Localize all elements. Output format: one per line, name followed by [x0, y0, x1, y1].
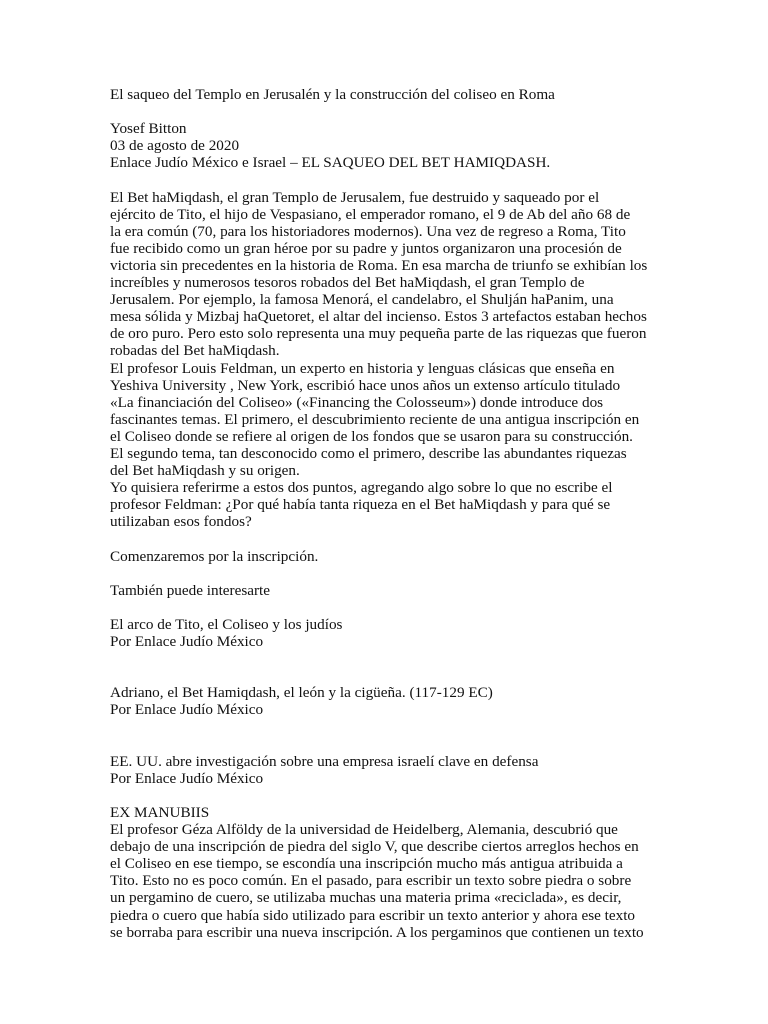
related-article-byline: Por Enlace Judío México — [110, 769, 264, 787]
spacer — [110, 565, 660, 582]
text-line: utilizaban esos fondos? — [110, 513, 252, 531]
spacer — [110, 103, 660, 120]
intro-line: Comenzaremos por la inscripción. — [110, 547, 319, 565]
spacer — [110, 530, 660, 547]
paragraph-3 — [110, 479, 660, 530]
paragraph-2 — [110, 360, 660, 480]
related-article-byline: Por Enlace Judío México — [110, 701, 264, 719]
text-line: «La financiación del Coliseo» («Financing the Colosseum») donde introduce dos — [110, 393, 604, 411]
text-line: Tito. Esto no es poco común. En el pasado, para escribir un texto sobre piedra o sobre — [110, 872, 632, 890]
related-article-2[interactable] — [110, 684, 660, 718]
text-line: se borraba para escribir una nueva inscripción. A los pergaminos que contienen un texto — [110, 923, 644, 941]
text-line: ejército de Tito, el hijo de Vespasiano, el emperador romano, el 9 de Ab del año 68 de — [110, 205, 631, 223]
text-line: fue recibido como un gran héroe por su padre y juntos organizaron una procesión de — [110, 239, 622, 257]
text-line: El profesor Géza Alföldy de la universidad de Heidelberg, Alemania, descubrió que — [110, 821, 618, 839]
text-line: el Coliseo en ese tiempo, se escondía una inscripción mucho más antigua atribuida a — [110, 855, 623, 873]
text-line: de oro puro. Pero esto solo representa una muy pequeña parte de las riquezas que fueron — [110, 325, 647, 343]
paragraph-4 — [110, 821, 660, 941]
document-page — [110, 86, 660, 941]
text-line: del Bet haMiqdash y su origen. — [110, 462, 300, 480]
text-line: debajo de una inscripción de piedra del siglo V, que describe ciertos arreglos hechos en — [110, 838, 639, 856]
related-article-1[interactable] — [110, 616, 660, 650]
related-article-title[interactable]: El arco de Tito, el Coliseo y los judíos — [110, 615, 343, 633]
publish-date: 03 de agosto de 2020 — [110, 137, 240, 155]
text-line: Yeshiva University , New York, escribió hace unos años un extenso artículo titulado — [110, 376, 621, 394]
text-line: mesa sólida y Mizbaj haQuetoret, el altar del incienso. Estos 3 artefactos estaban hechos — [110, 308, 647, 326]
also-interesting-label: También puede interesarte — [110, 581, 271, 599]
spacer — [110, 718, 660, 752]
text-line: piedra o cuero que había sido utilizado para escribir un texto anterior y ahora ese texto — [110, 906, 636, 924]
text-line: Yo quisiera referirme a estos dos puntos, agregando algo sobre lo que no escribe el — [110, 479, 613, 497]
text-line: robadas del Bet haMiqdash. — [110, 342, 280, 360]
related-article-title[interactable]: Adriano, el Bet Hamiqdash, el león y la cigüeña. (117-129 EC) — [110, 684, 493, 702]
text-line: El segundo tema, tan desconocido como el primero, describe las abundantes riquezas — [110, 444, 627, 462]
section-heading: EX MANUBIIS — [110, 803, 210, 821]
author-name: Yosef Bitton — [110, 120, 187, 138]
text-line: un pergamino de cuero, se utilizaba muchas una materia prima «reciclada», es decir, — [110, 889, 622, 907]
related-article-3[interactable] — [110, 753, 660, 787]
article-meta — [110, 120, 660, 171]
document-title: El saqueo del Templo en Jerusalén y la construcción del coliseo en Roma — [110, 86, 555, 103]
text-line: el Coliseo donde se refiere al origen de los fondos que se usaron para su construcción. — [110, 427, 633, 445]
paragraph-1 — [110, 189, 660, 360]
text-line: victoria sin precedentes en la historia de Roma. En esa marcha de triunfo se exhibían los — [110, 256, 648, 274]
related-article-byline: Por Enlace Judío México — [110, 633, 264, 650]
text-line: El Bet haMiqdash, el gran Templo de Jerusalem, fue destruido y saqueado por el — [110, 188, 600, 206]
related-article-title[interactable]: EE. UU. abre investigación sobre una empresa israelí clave en defensa — [110, 752, 539, 770]
spacer — [110, 650, 660, 684]
spacer — [110, 787, 660, 804]
text-line: fascinantes temas. El primero, el descubrimiento reciente de una antigua inscripción en — [110, 410, 640, 428]
text-line: increíbles y numerosos tesoros robados del Bet haMiqdash, el gran Templo de — [110, 274, 585, 292]
spacer — [110, 599, 660, 616]
source-line: Enlace Judío México e Israel – EL SAQUEO DEL BET HAMIQDASH. — [110, 154, 551, 172]
text-line: la era común (70, para los historiadores modernos). Una vez de regreso a Roma, Tito — [110, 222, 626, 240]
spacer — [110, 171, 660, 188]
text-line: Jerusalem. Por ejemplo, la famosa Menorá, el candelabro, el Shulján haPanim, una — [110, 291, 614, 309]
text-line: profesor Feldman: ¿Por qué había tanta riqueza en el Bet haMiqdash y para qué se — [110, 496, 611, 514]
text-line: El profesor Louis Feldman, un experto en historia y lenguas clásicas que enseña en — [110, 359, 615, 377]
